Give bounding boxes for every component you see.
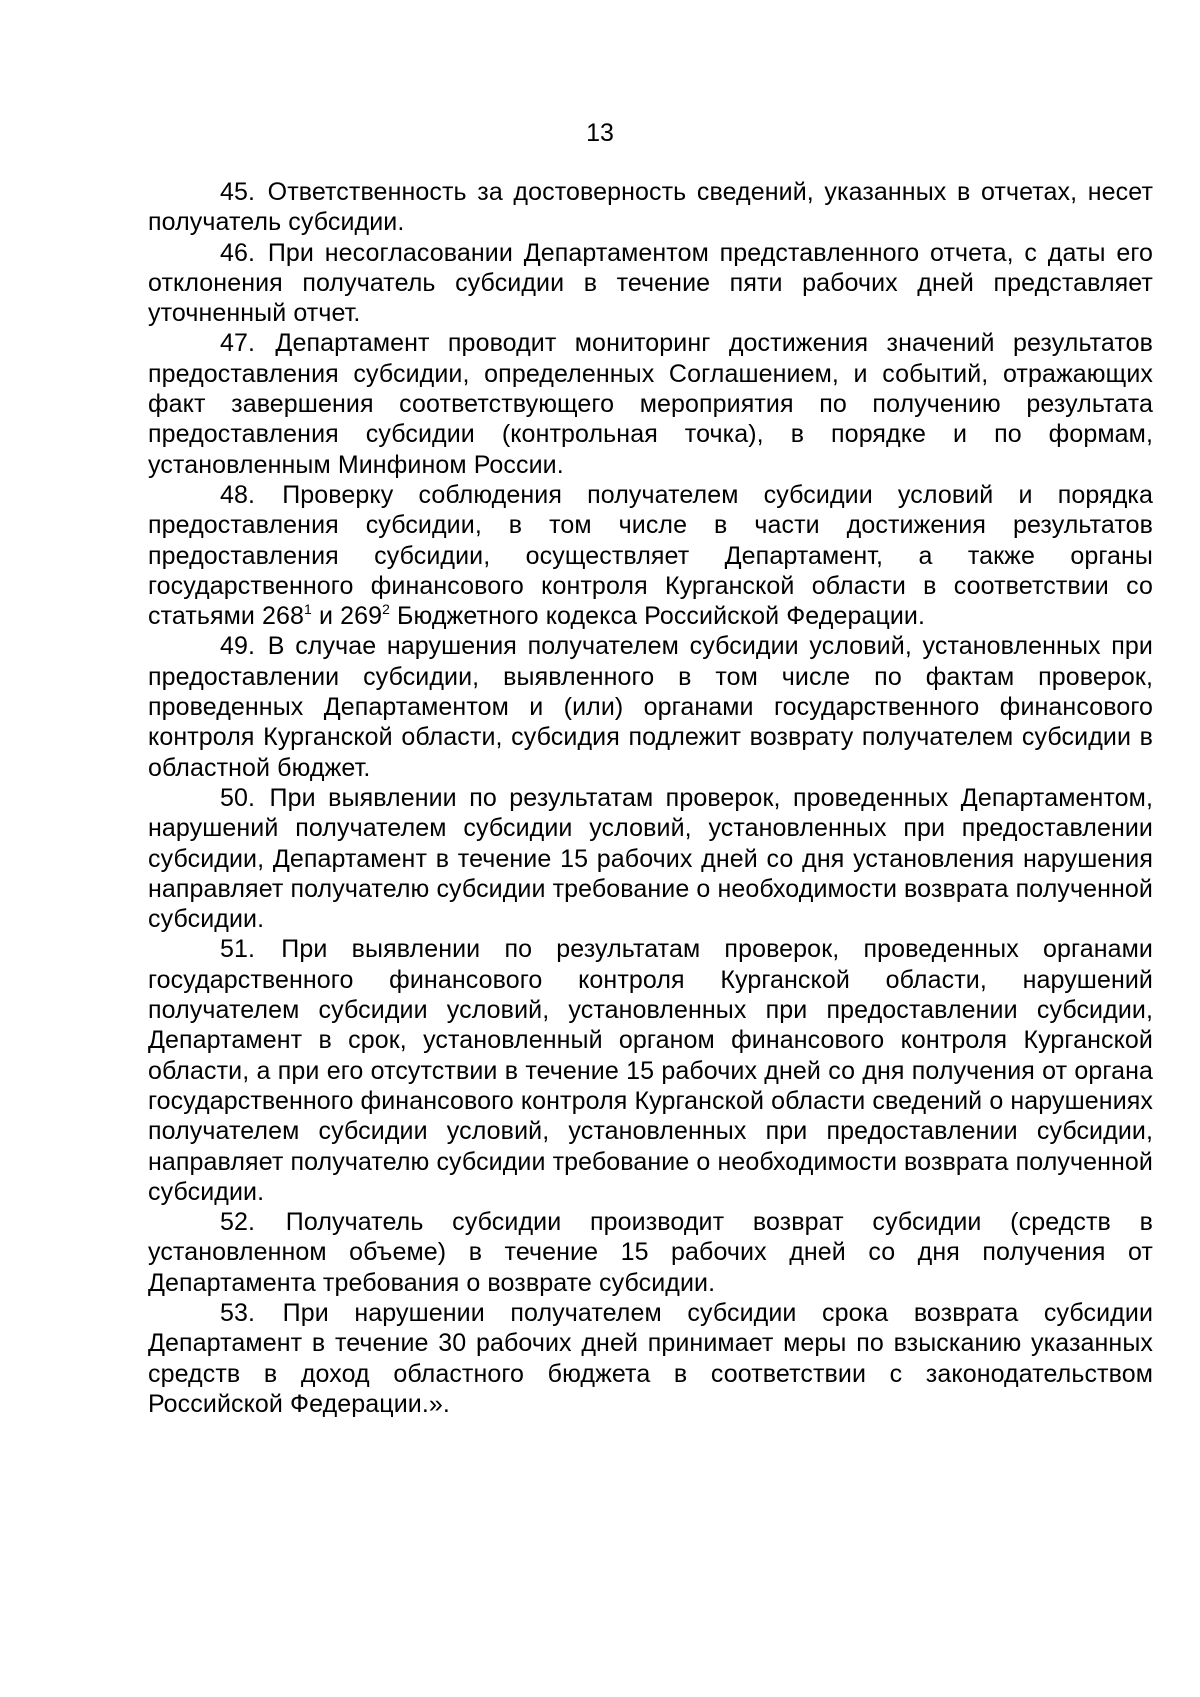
footnote-superscript: 1 bbox=[304, 601, 312, 618]
paragraph-49 bbox=[148, 631, 1153, 782]
paragraph-number: 48. bbox=[220, 480, 256, 509]
paragraph-number: 47. bbox=[220, 329, 256, 358]
paragraph-text: В случае нарушения получателем субсидии условий, установленных при предоставлении субсидии, выявленного в том числе по фактам проверок, проведенных Департаментом и (или) органами государственного финансового контроля Курганской области, субсидия подлежит возврату получателем субсидии в областной бюджет. bbox=[148, 632, 1154, 782]
paragraph-text: и 269 bbox=[311, 602, 383, 631]
paragraph-50 bbox=[148, 783, 1153, 934]
paragraph-text: При выявлении по результатам проверок, проведенных Департаментом, нарушений получателем субсидии условий, установленных при предоставлении субсидии, Департамент в течение 15 рабочих дней со дня установления нарушения направляет получателю субсидии требование о необходимости возврата полученной субсидии. bbox=[148, 783, 1154, 934]
paragraph-text: Ответственность за достоверность сведений, указанных в отчетах, несет получатель субсидии. bbox=[148, 178, 1154, 237]
footnote-superscript: 2 bbox=[382, 601, 390, 618]
paragraph-number: 46. bbox=[220, 238, 256, 267]
paragraph-text: При несогласовании Департаментом представленного отчета, с даты его отклонения получатель субсидии в течение пяти рабочих дней представляет уточненный отчет. bbox=[148, 238, 1154, 328]
paragraph-number: 52. bbox=[220, 1208, 256, 1237]
paragraph-53 bbox=[148, 1298, 1153, 1419]
paragraph-47 bbox=[148, 328, 1153, 479]
paragraph-51 bbox=[148, 934, 1153, 1207]
paragraph-48 bbox=[148, 480, 1153, 631]
paragraph-number: 49. bbox=[220, 632, 256, 661]
paragraph-52 bbox=[148, 1207, 1153, 1298]
paragraph-text: Бюджетного кодекса Российской Федерации. bbox=[390, 602, 926, 631]
paragraph-text: Проверку соблюдения получателем субсидии условий и порядка предоставления субсидии, в том числе в части достижения результатов предоставления субсидии, осуществляет Департамент, а также органы государственного финансового контроля Курганской области в соответствии со статьями 268 bbox=[148, 480, 1154, 631]
paragraph-text: Департамент проводит мониторинг достижения значений результатов предоставления субсидии, определенных Соглашением, и событий, отражающих факт завершения соответствующего мероприятия по получению результата предоставления субсидии (контрольная точка), в порядке и по формам, установленным Минфином России. bbox=[148, 329, 1154, 479]
page-number: 13 bbox=[586, 119, 614, 147]
paragraph-text: При нарушении получателем субсидии срока возврата субсидии Департамент в течение 30 рабочих дней принимает меры по взысканию указанных средств в доход областного бюджета в соответствии с законодательством Российской Федерации.». bbox=[148, 1298, 1154, 1418]
paragraph-number: 53. bbox=[220, 1298, 256, 1327]
paragraph-number: 50. bbox=[220, 783, 256, 812]
paragraph-number: 45. bbox=[220, 178, 256, 206]
paragraph-45 bbox=[148, 177, 1153, 238]
paragraph-number: 51. bbox=[220, 935, 256, 964]
document-body bbox=[148, 177, 1153, 1419]
paragraph-46 bbox=[148, 238, 1153, 329]
paragraph-text: При выявлении по результатам проверок, проведенных органами государственного финансового контроля Курганской области, нарушений получателем субсидии условий, установленных при предоставлении субсидии, Департамент в срок, установленный органом финансового контроля Курганской области, а при его отсутствии в течение 15 рабочих дней со дня получения от органа государственного финансового контроля Курганской области сведений о нарушениях получателем субсидии условий, установленных при предоставлении субсидии, направляет получателю субсидии требование о необходимости возврата полученной субсидии. bbox=[148, 935, 1153, 1206]
paragraph-text: Получатель субсидии производит возврат субсидии (средств в установленном объеме) в течение 15 рабочих дней со дня получения от Департамента требования о возврате субсидии. bbox=[148, 1208, 1153, 1297]
